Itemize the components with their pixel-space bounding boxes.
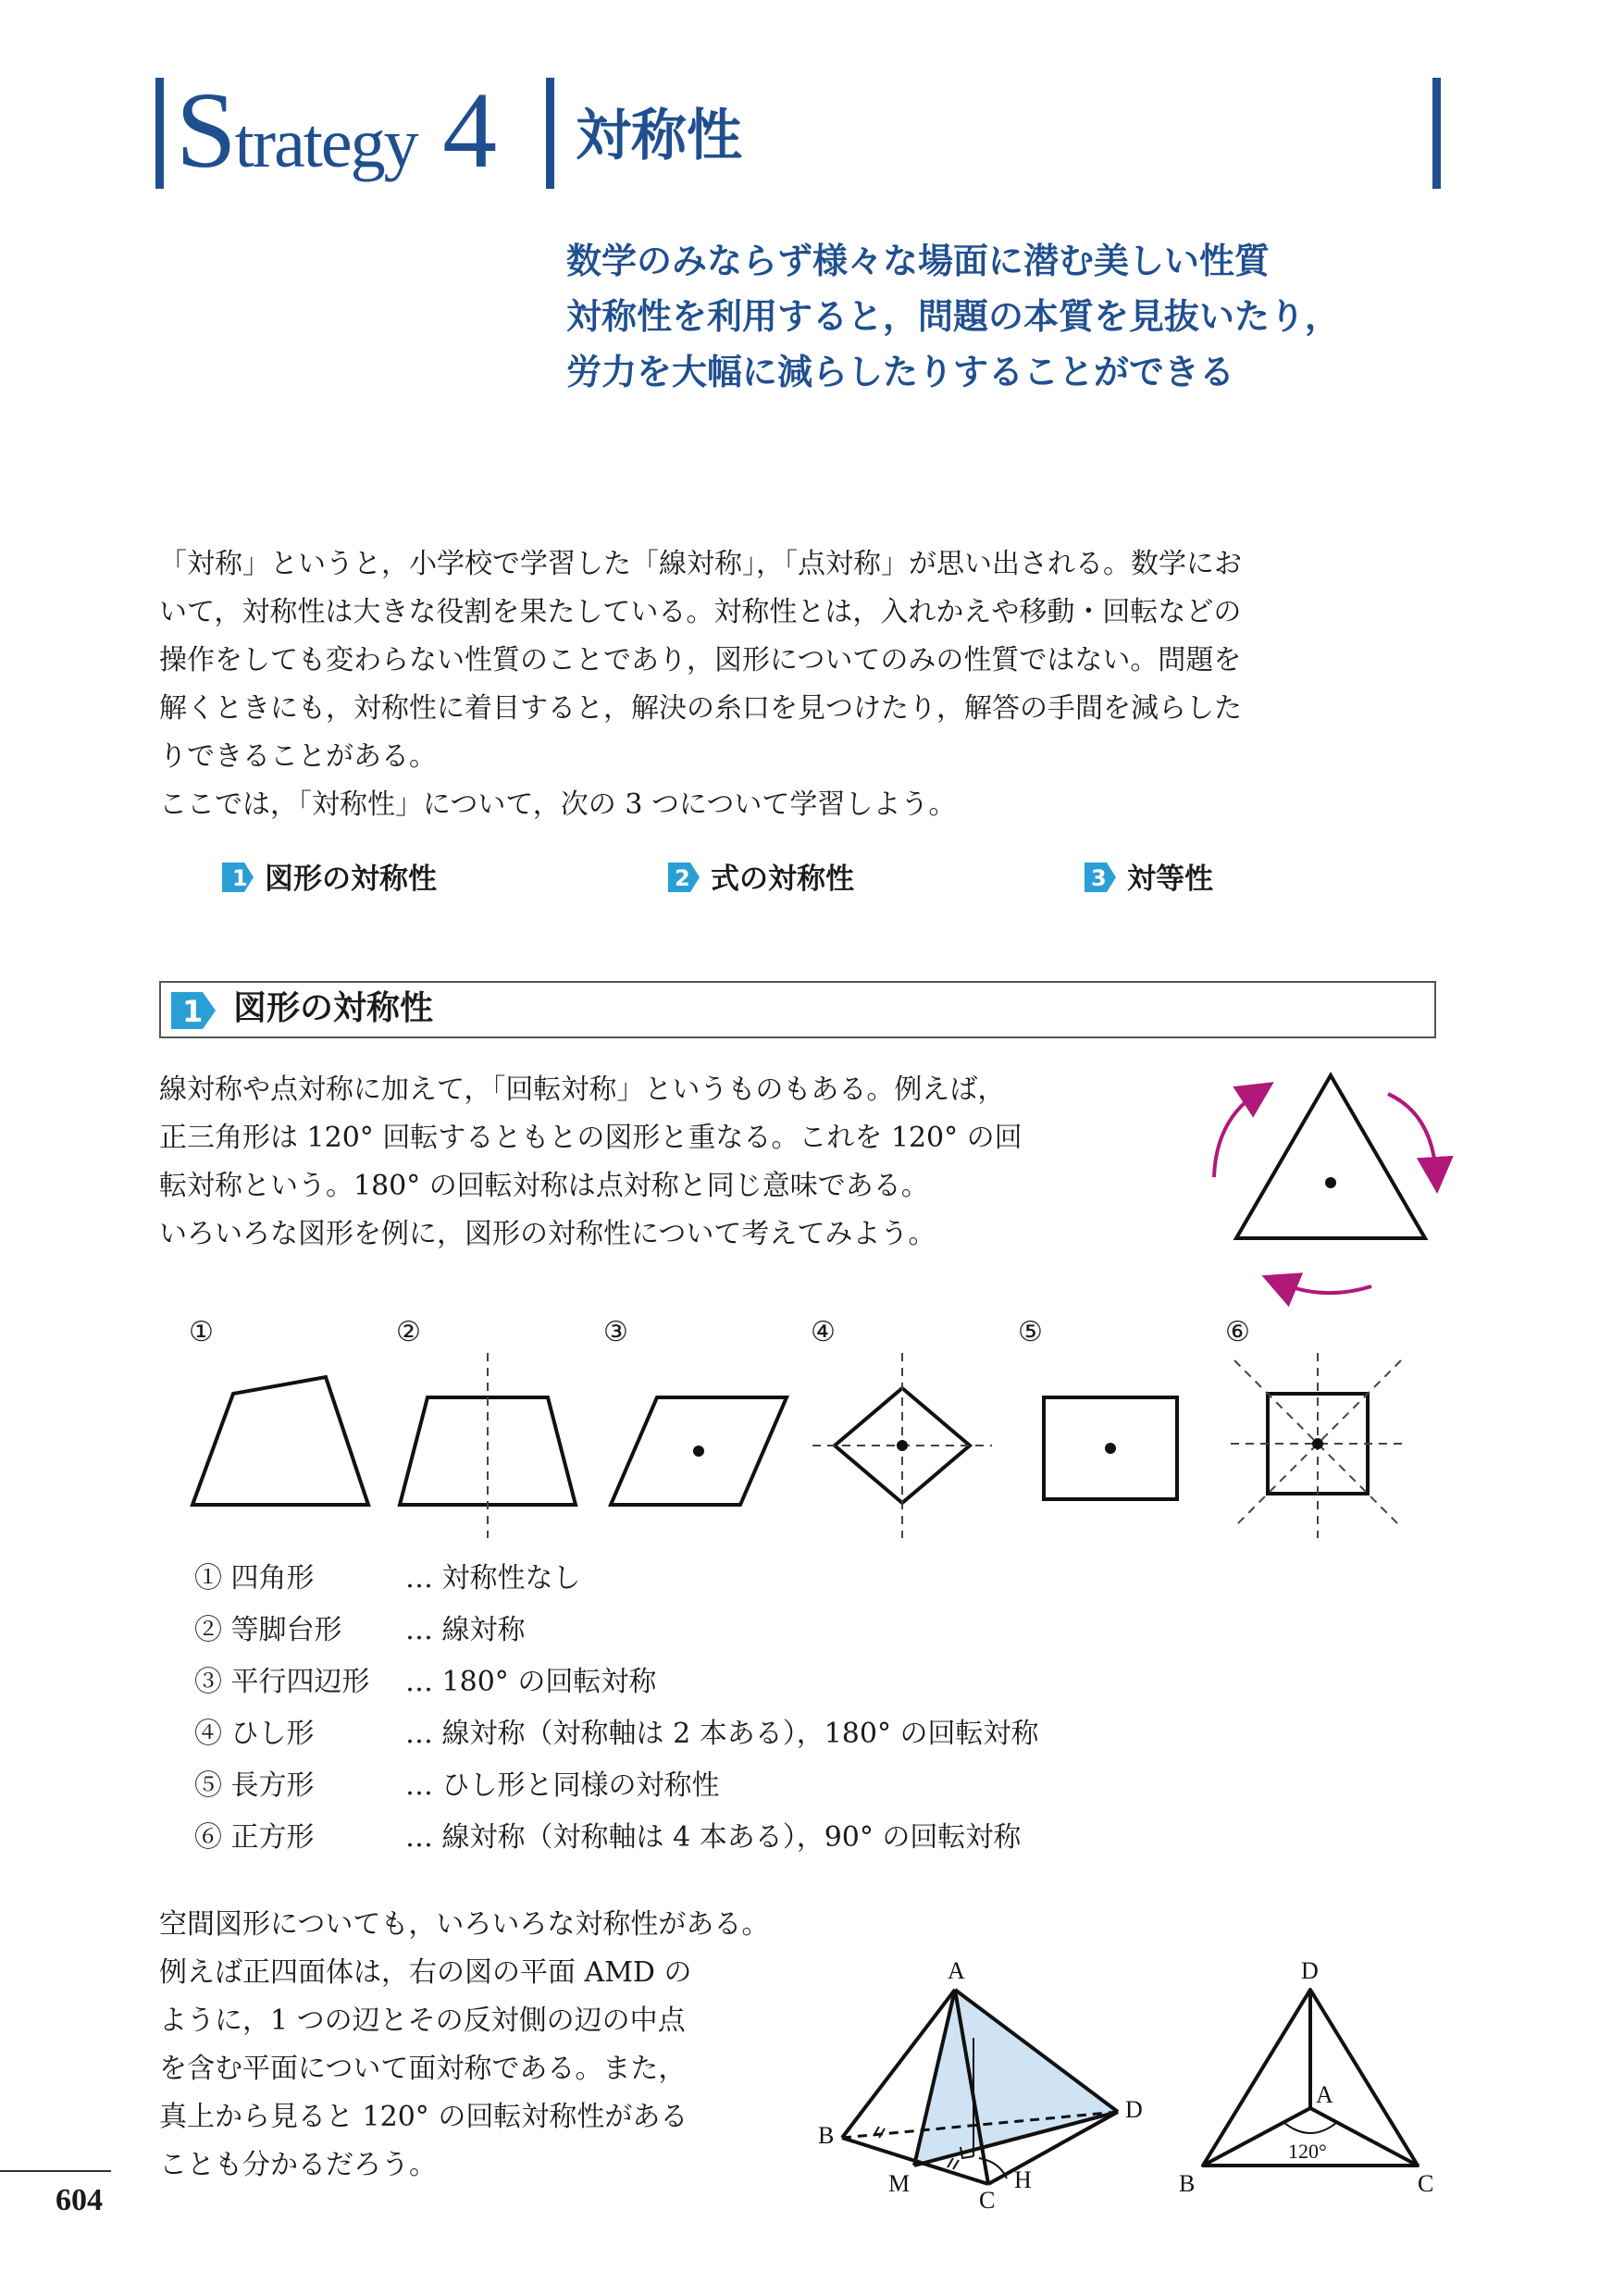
shape-label-2: ②	[396, 1316, 421, 1348]
svg-text:C: C	[1418, 2170, 1434, 2197]
page-number-rule	[0, 2170, 111, 2172]
topic-2: 2 式の対称性	[668, 859, 854, 900]
topic-3: 3 対等性	[1085, 859, 1213, 900]
svg-text:H: H	[1014, 2166, 1032, 2193]
quadrilateral-shape	[192, 1377, 368, 1505]
shape-label-4: ④	[811, 1316, 836, 1348]
rotation-arrow-icon	[1279, 1283, 1371, 1293]
svg-text:D: D	[1125, 2096, 1143, 2123]
svg-text:C: C	[979, 2187, 996, 2214]
svg-text:D: D	[1301, 1957, 1319, 1984]
svg-text:A: A	[1316, 2081, 1333, 2108]
section-paragraph: 線対称や点対称に加えて，「回転対称」というものもある。例えば， 正三角形は 120° 回転するともとの図形と重なる。これを 120° の回 転対称という。180° の回転対称は点対称と同じ意味である。 いろいろな図形を例に，図形の対称性について考えてみよう。	[159, 1074, 1023, 1250]
svg-text:120°: 120°	[1288, 2140, 1327, 2163]
top-view-figure	[1175, 1953, 1444, 2197]
rotation-arrow-icon	[1388, 1094, 1436, 1175]
svg-text:B: B	[818, 2122, 835, 2149]
strategy-heading: Strategy 4	[176, 69, 496, 191]
shape-label-1: ①	[189, 1316, 214, 1348]
topic-1: 1 図形の対称性	[222, 859, 437, 900]
page-number: 604	[56, 2183, 103, 2217]
chapter-title: 対称性	[576, 104, 742, 168]
svg-text:B: B	[1179, 2170, 1196, 2197]
svg-text:A: A	[948, 1957, 965, 1984]
rotation-arrow-icon	[1214, 1092, 1258, 1177]
svg-text:1: 1	[232, 865, 248, 891]
intro-paragraph: 「対称」というと，小学校で学習した「線対称」，「点対称」が思い出される。数学にお いて，対称性は大きな役割を果たしている。対称性とは，入れかえや移動・回転などの 操作をしても変わらない性質のことであり，図形についてのみの性質ではない。問題を 解くときにも，対称性に着目すると，解決の糸口を見つけたり，解答の手間を減らした りできることがある。 ここでは，「対称性」について，次の 3 つについて学習しよう。	[159, 548, 1242, 821]
lead-text: 数学のみならず様々な場面に潜む美しい性質 対称性を利用すると，問題の本質を見抜いたり， 労力を大幅に減らしたりすることができる	[566, 241, 1341, 392]
section-title: 図形の対称性	[233, 989, 434, 1027]
quadrilateral-shapes-figure	[176, 1353, 1453, 1547]
title-bar-divider	[546, 78, 554, 189]
number-badge-icon	[1085, 863, 1116, 892]
shape-label-3: ③	[603, 1316, 628, 1348]
section-badge-icon	[171, 992, 217, 1029]
number-badge-icon	[222, 863, 254, 892]
space-paragraph: 空間図形についても，いろいろな対称性がある。 例えば正四面体は，右の図の平面 AMD の ように，1 つの辺とその反対側の辺の中点 を含む平面について面対称である。また， 真上から見ると 120° の回転対称性がある ことも分かるだろう。	[159, 1908, 770, 2181]
shape-label-6: ⑥	[1225, 1316, 1250, 1348]
svg-text:M: M	[888, 2170, 911, 2197]
svg-text:2: 2	[675, 865, 690, 891]
title-bar-left	[155, 78, 164, 189]
shape-label-5: ⑤	[1018, 1316, 1043, 1348]
title-bar-right	[1432, 78, 1441, 189]
number-badge-icon	[668, 863, 700, 892]
center-dot	[1325, 1177, 1336, 1188]
svg-text:1: 1	[182, 994, 204, 1029]
tetrahedron-figure	[796, 1953, 1184, 2214]
svg-text:3: 3	[1091, 865, 1107, 891]
rotating-triangle-figure	[1203, 1064, 1462, 1305]
